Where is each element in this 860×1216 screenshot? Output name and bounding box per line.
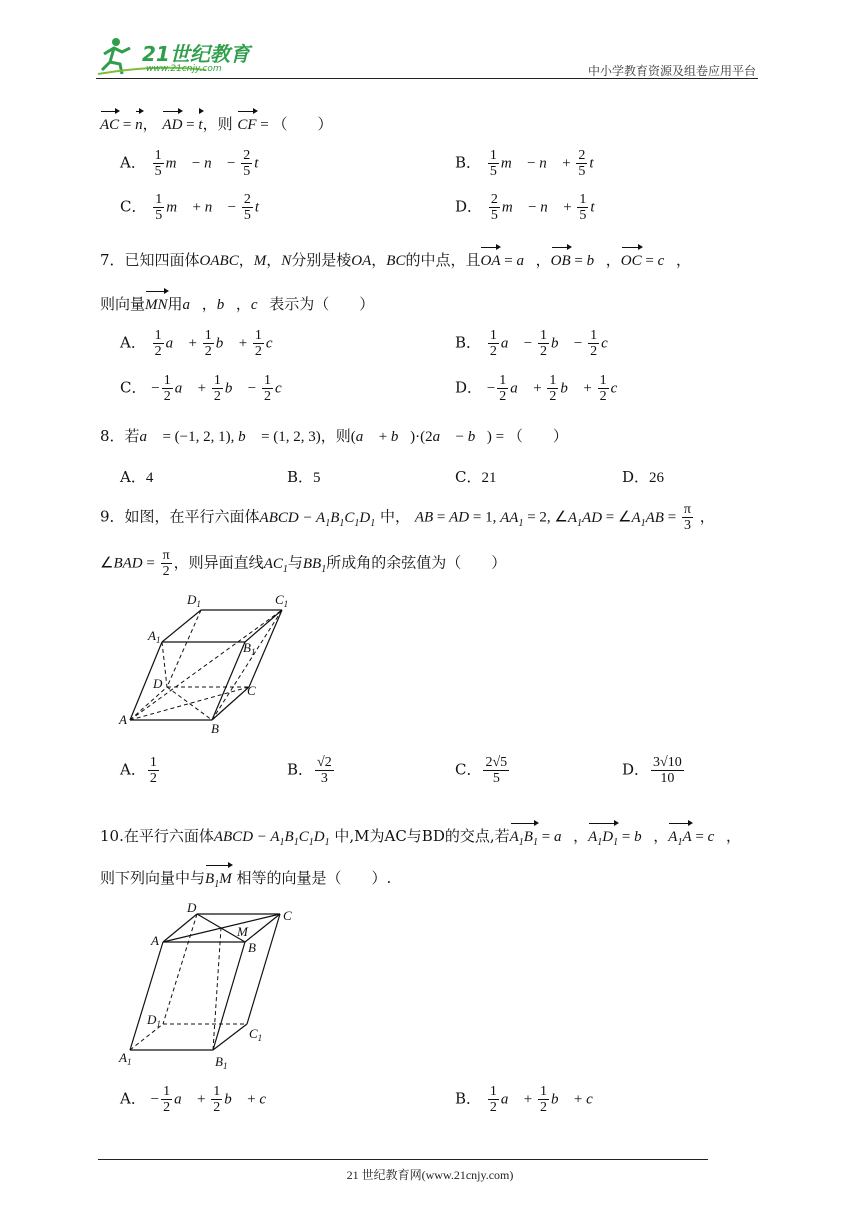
q8-option-a[interactable]: A．4 (120, 468, 154, 486)
q10-parallelepiped-figure (115, 900, 315, 1070)
q6-option-d[interactable]: D． $\frac{2}{5}$ m⃗ − n⃗ + $\frac{1}{5}$ t⃗ (455, 192, 607, 223)
q10-option-a[interactable]: A． − $\frac{1}{2}$ a⃗ + $\frac{1}{2}$ b⃗ + c⃗ (120, 1084, 278, 1115)
q10-stem-line2: 则下列向量中与$B_1M$ 相等的向量是（ ）. (100, 862, 391, 897)
header-right-text: 中小学教育资源及组卷应用平台 (587, 64, 756, 78)
q9-option-b[interactable]: B． $\frac{√2}{3}$ (287, 755, 332, 786)
q8-option-c[interactable]: C．21 (455, 468, 497, 486)
svg-text:B1: $B_1$ (215, 1054, 228, 1070)
q10-stem-line1: 10.在平行六面体ABCD − $A_1B_1C_1D_1$ 中,M为AC与BD的交点,若$A_1B_1$ = a⃗，$A_1D_1$ = b⃗，$A_1A$ = c⃗， (100, 820, 741, 855)
svg-text:D1: $D_1$ (187, 592, 201, 609)
header-divider (96, 78, 758, 79)
svg-text:B: B (248, 940, 256, 955)
svg-text:D: D (153, 676, 163, 691)
svg-text:C1: $C_1$ (249, 1026, 263, 1043)
q9-option-c[interactable]: C． $\frac{2√5}{5}$ (455, 755, 508, 786)
q9-stem-line2: ∠BAD = $\frac{\pi}{2}$ ，则异面直线$AC_1$与$BB_1$所成角的余弦值为（ ） (100, 548, 507, 579)
svg-text:C1: $C_1$ (275, 592, 289, 609)
q6-option-a[interactable]: A． $\frac{1}{5}$ m⃗ − n⃗ − $\frac{2}{5}$ t⃗ (120, 148, 271, 179)
logo-url: www.21cnjy.com (146, 64, 222, 74)
q7-option-a[interactable]: A． $\frac{1}{2}$ a⃗ + $\frac{1}{2}$ b⃗ + $\frac{1}{2}$ c⃗ (120, 328, 285, 359)
q7-stem-line2: 则向量MN用a⃗，b⃗，c⃗表示为（ ） (100, 288, 374, 317)
svg-text:C: C (247, 683, 256, 698)
svg-text:M: M (237, 924, 248, 939)
q7-option-c[interactable]: C． − $\frac{1}{2}$ a⃗ + $\frac{1}{2}$ b⃗ − $\frac{1}{2}$ c⃗ (120, 373, 294, 404)
q6-option-c[interactable]: C． $\frac{1}{5}$ m⃗ + n⃗ − $\frac{2}{5}$ t⃗ (120, 192, 271, 223)
q9-option-d[interactable]: D． $\frac{3√10}{10}$ (622, 755, 682, 786)
q10-option-b[interactable]: B． $\frac{1}{2}$ a⃗ + $\frac{1}{2}$ b⃗ + c⃗ (455, 1084, 605, 1115)
q8-option-b[interactable]: B．5 (287, 468, 321, 486)
svg-text:D1: $D_1$ (147, 1012, 161, 1029)
footer-divider (98, 1159, 708, 1160)
svg-text:D: D (187, 900, 197, 915)
svg-text:A: A (151, 933, 159, 948)
q9-stem-line1: 9．如图，在平行六面体ABCD − $A_1B_1C_1D_1$ 中， AB = AD = 1, $AA_1 = 2$, $\angle A_1AD$ = $\angle A_1AB$ = $\frac{\pi}{3}$ ， (100, 502, 715, 533)
logo-text: 21世纪教育 (142, 42, 250, 66)
q7-stem-line1: 7．已知四面体OABC，M，N分别是棱OA，BC的中点，且OA = a⃗，OB = b⃗，OC = c⃗， (100, 244, 691, 273)
q8-stem: 8．若a⃗ = (−1, 2, 1), b⃗ = (1, 2, 3)，则(a⃗ + b⃗)·(2a⃗ − b⃗) = （ ） (100, 427, 568, 445)
q9-option-a[interactable]: A． $\frac{1}{2}$ (120, 755, 157, 786)
header-logo (96, 34, 266, 78)
svg-text:A1: $A_1$ (119, 1050, 132, 1067)
svg-text:C: C (283, 908, 292, 923)
svg-text:A1: $A_1$ (148, 628, 161, 645)
q7-option-b[interactable]: B． $\frac{1}{2}$ a⃗ − $\frac{1}{2}$ b⃗ − $\frac{1}{2}$ c⃗ (455, 328, 620, 359)
footer-text: 21 世纪教育网(www.21cnjy.com) (346, 1168, 514, 1182)
q8-option-d[interactable]: D．26 (622, 468, 665, 486)
svg-text:B1: $B_1$ (243, 640, 256, 657)
q9-parallelepiped-figure (115, 590, 315, 735)
q7-option-d[interactable]: D． − $\frac{1}{2}$ a⃗ + $\frac{1}{2}$ b⃗ + $\frac{1}{2}$ c⃗ (455, 373, 629, 404)
svg-text:A: A (119, 712, 127, 727)
q6-option-b[interactable]: B． $\frac{1}{5}$ m⃗ − n⃗ + $\frac{2}{5}$ t⃗ (455, 148, 606, 179)
q6-condition-line: AC = n， AD = t，则 CF = （ ） (100, 108, 333, 137)
svg-text:B: B (211, 721, 219, 735)
